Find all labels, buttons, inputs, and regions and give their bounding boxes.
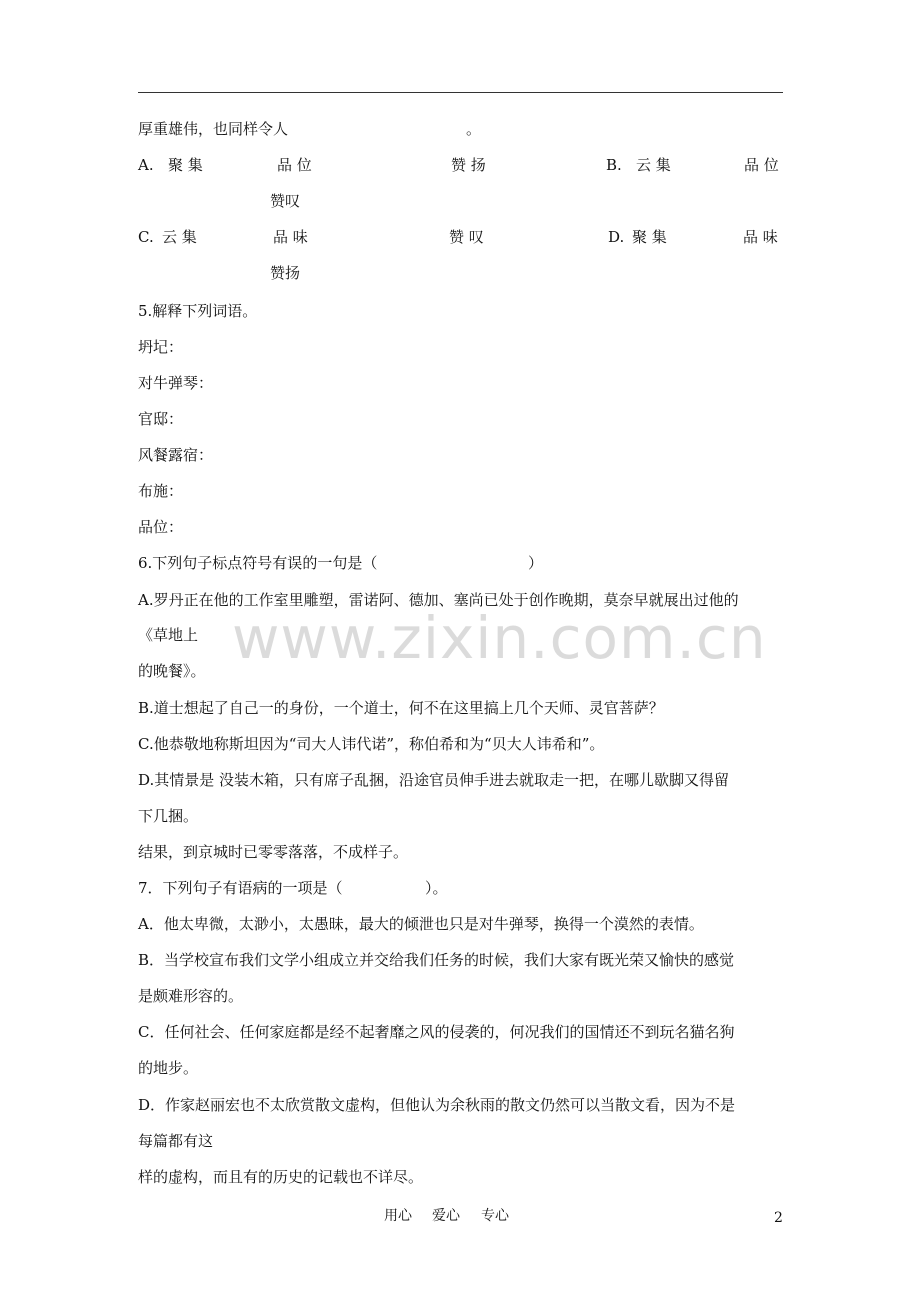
q6-title-end: ） [528,554,544,572]
q4-option-b-letter: B. [606,156,622,174]
q6-option-a-line2: 《草地上 [138,626,199,644]
q4-option-c-word2: 品 味 [273,228,308,246]
q6-option-b: B.道士想起了自己一的身份，一个道士，何不在这里搞上几个天师、灵官菩萨？ [138,699,664,717]
footer-word: 专心 [481,1208,509,1224]
q5-term: 官邸： [138,410,184,428]
q6-title: 6.下列句子标点符号有误的一句是（ [138,554,378,572]
q5-term: 对牛弹琴： [138,374,214,392]
q5-term: 风餐露宿： [138,446,214,464]
q7-option-b-line2: 是颇难形容的。 [138,987,244,1005]
q6-option-d-line1: D.其情景是 没装木箱，只有席子乱捆，沿途官员伸手进去就取走一把，在哪儿歇脚又得留 [138,771,730,789]
q5-term: 布施： [138,482,184,500]
page-number: 2 [774,1210,783,1226]
q5-title: 5.解释下列词语。 [138,302,258,320]
q4-option-d-letter: D. [608,228,625,246]
q7-title: 7．下列句子有语病的一项是（ [138,879,343,897]
q7-option-d-line2: 每篇都有这 [138,1132,214,1150]
q4-option-c-word3: 赞 叹 [449,228,484,246]
q7-option-a: A．他太卑微，太渺小，太愚昧，最大的倾泄也只是对牛弹琴，换得一个漠然的表情。 [138,915,704,933]
watermark: www.zixin.com.cn [232,604,767,672]
q7-option-b-line1: B．当学校宣布我们文学小组成立并交给我们任务的时候，我们大家有既光荣又愉快的感觉 [138,951,735,969]
q4-option-c-letter: C. [138,228,154,246]
q4-option-b-word3: 赞叹 [270,192,301,210]
q4-option-b-word2: 品 位 [744,156,779,174]
q4-option-d-word3: 赞扬 [270,264,301,282]
q6-option-a-line3: 的晚餐》。 [138,662,206,680]
q4-stem-tail: 厚重雄伟，也同样令人 [138,120,289,138]
q4-option-b-word1: 云 集 [636,156,671,174]
q6-option-c: C.他恭敬地称斯坦因为“司大人讳代诺”，称伯希和为“贝大人讳希和”。 [138,735,605,753]
q4-option-c-word1: 云 集 [162,228,197,246]
q5-term: 品位： [138,518,184,536]
q6-option-d-line2: 下几捆。 [138,807,199,825]
q4-blank-end: 。 [466,120,482,138]
header-rule [138,92,783,93]
q6-option-a-line1: A.罗丹正在他的工作室里雕塑，雷诺阿、德加、塞尚已处于创作晚期，莫奈早就展出过他的 [138,591,739,609]
q7-option-c-line1: C．任何社会、任何家庭都是经不起奢靡之风的侵袭的，何况我们的国情还不到玩名猫名狗 [138,1023,735,1041]
q4-option-a-word1: 聚 集 [168,156,203,174]
footer-word: 爱心 [432,1208,460,1224]
q7-option-d-line1: D．作家赵丽宏也不太欣赏散文虚构，但他认为余秋雨的散文仍然可以当散文看，因为不是 [138,1096,736,1114]
q4-option-d-word1: 聚 集 [632,228,667,246]
q4-option-a-letter: A. [138,156,154,174]
footer-word: 用心 [384,1208,412,1224]
q4-option-a-word2: 品 位 [277,156,312,174]
q4-option-a-word3: 赞 扬 [451,156,486,174]
q4-option-d-word2: 品 味 [743,228,778,246]
q7-title-end: ）。 [425,879,448,897]
q7-option-d-line3: 样的虚构，而且有的历史的记载也不详尽。 [138,1168,424,1186]
q6-option-d-line3: 结果，到京城时已零零落落，不成样子。 [138,843,409,861]
q7-option-c-line2: 的地步。 [138,1059,199,1077]
q5-term: 坍圮： [138,338,184,356]
